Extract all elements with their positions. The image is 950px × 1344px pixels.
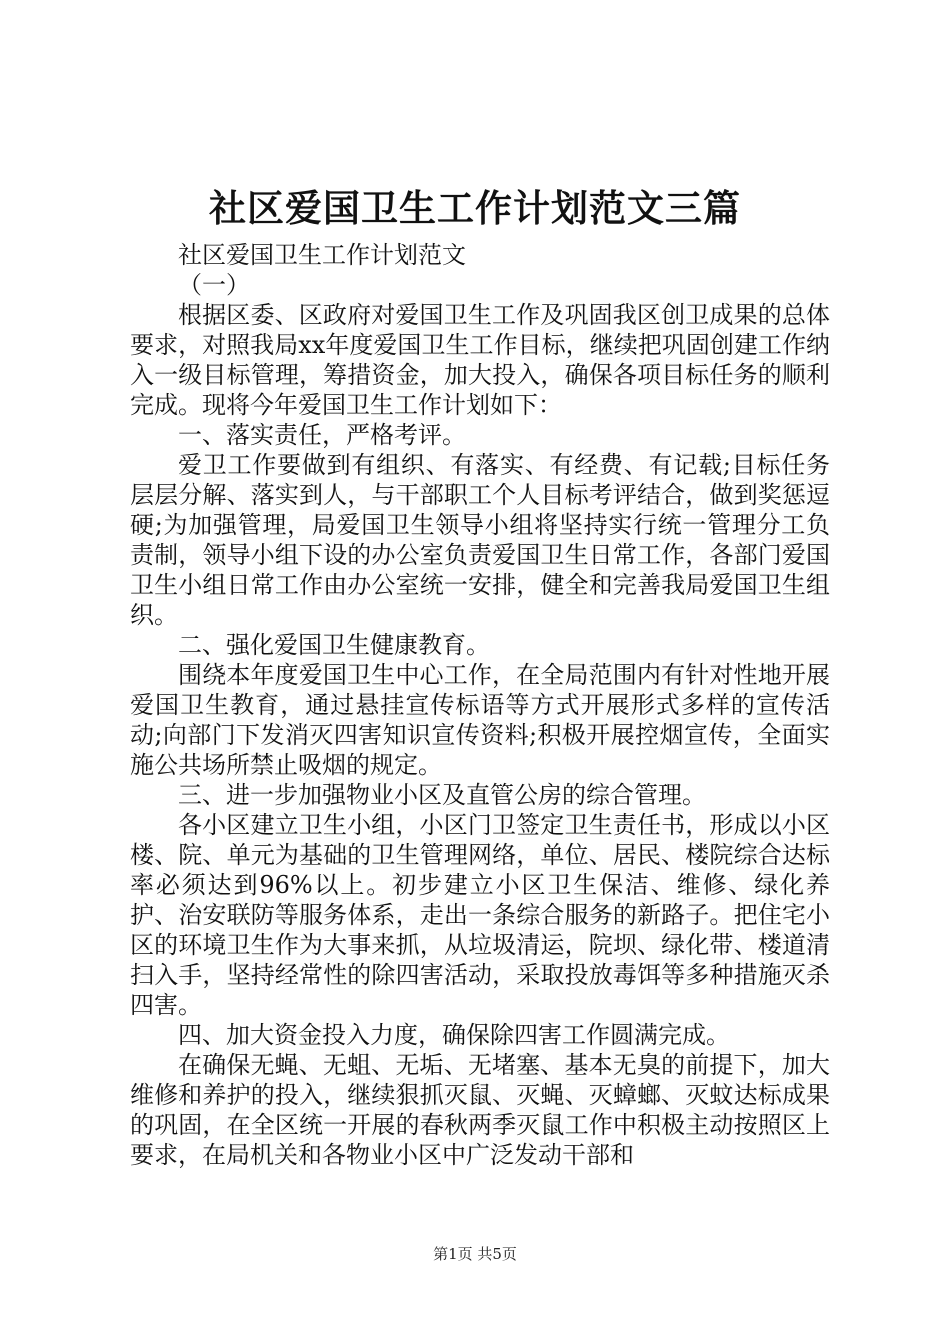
document-subtitle: 社区爱国卫生工作计划范文: [178, 241, 466, 269]
heading-2: 二、强化爱国卫生健康教育。: [178, 631, 490, 659]
page-footer: 第1页 共5页: [433, 1245, 517, 1263]
document-body: [130, 240, 830, 1170]
heading-1: 一、落实责任，严格考评。: [178, 421, 466, 449]
paragraph-intro: 根据区委、区政府对爱国卫生工作及巩固我区创卫成果的总体要求，对照我局xx年度爱国卫生工作目标，继续把巩固创建工作纳入一级目标管理，筹措资金，加大投入，确保各项目标任务的顺利完成。现将今年爱国卫生工作计划如下：: [130, 301, 830, 419]
document-title: 社区爱国卫生工作计划范文三篇: [209, 186, 741, 230]
section-number: （一）: [178, 271, 250, 299]
paragraph-1: 爱卫工作要做到有组织、有落实、有经费、有记载;目标任务层层分解、落实到人，与干部职工个人目标考评结合，做到奖惩逗硬;为加强管理，局爱国卫生领导小组将坚持实行统一管理分工负责制，领导小组下设的办公室负责爱国卫生日常工作，各部门爱国卫生小组日常工作由办公室统一安排，健全和完善我局爱国卫生组织。: [130, 451, 830, 629]
heading-3: 三、进一步加强物业小区及直管公房的综合管理。: [178, 781, 706, 809]
heading-4: 四、加大资金投入力度，确保除四害工作圆满完成。: [178, 1021, 730, 1049]
paragraph-4: 在确保无蝇、无蛆、无垢、无堵塞、基本无臭的前提下，加大维修和养护的投入，继续狠抓灭鼠、灭蝇、灭蟑螂、灭蚊达标成果的巩固，在全区统一开展的春秋两季灭鼠工作中积极主动按照区上要求，在局机关和各物业小区中广泛发动干部和: [130, 1051, 830, 1169]
paragraph-3: 各小区建立卫生小组，小区门卫签定卫生责任书，形成以小区楼、院、单元为基础的卫生管理网络，单位、居民、楼院综合达标率必须达到96%以上。初步建立小区卫生保洁、维修、绿化养护、治安联防等服务体系，走出一条综合服务的新路子。把住宅小区的环境卫生作为大事来抓，从垃圾清运，院坝、绿化带、楼道清扫入手，坚持经常性的除四害活动，采取投放毒饵等多种措施灭杀四害。: [130, 811, 830, 1019]
paragraph-2: 围绕本年度爱国卫生中心工作，在全局范围内有针对性地开展爱国卫生教育，通过悬挂宣传标语等方式开展形式多样的宣传活动;向部门下发消灭四害知识宣传资料;积极开展控烟宣传，全面实施公共场所禁止吸烟的规定。: [130, 661, 830, 779]
